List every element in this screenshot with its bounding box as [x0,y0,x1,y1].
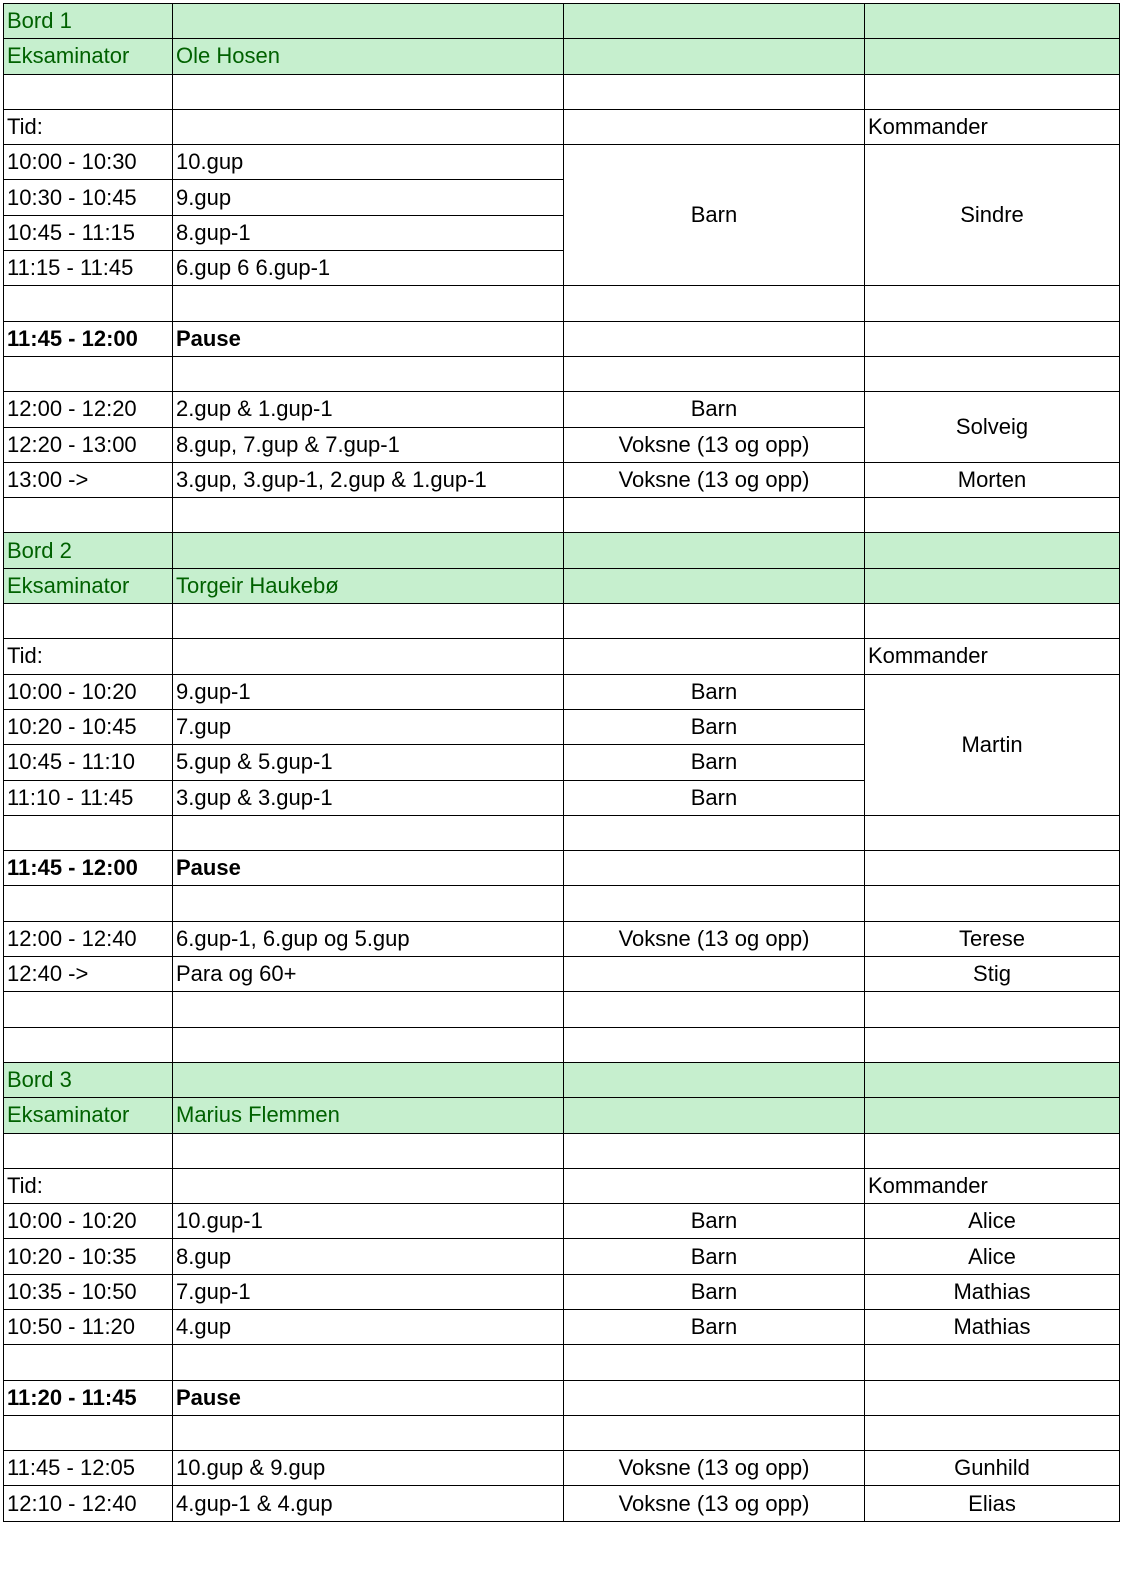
gup-cell[interactable]: 4.gup [173,1309,564,1344]
time-cell[interactable]: 12:00 - 12:20 [4,392,173,427]
empty-row [4,286,1120,321]
category-cell[interactable]: Barn [564,674,865,709]
examiner-name[interactable]: Torgeir Haukebø [173,568,564,603]
time-cell[interactable]: 10:20 - 10:45 [4,709,173,744]
time-cell[interactable]: 11:15 - 11:45 [4,251,173,286]
gup-cell[interactable]: 10.gup & 9.gup [173,1451,564,1486]
kommander-cell[interactable]: Martin [865,674,1120,815]
gup-cell[interactable]: 9.gup [173,180,564,215]
kommander-cell[interactable]: Elias [865,1486,1120,1521]
time-cell[interactable]: 12:20 - 13:00 [4,427,173,462]
cell[interactable] [173,498,564,533]
cell[interactable] [865,39,1120,74]
column-header-row [4,1168,1120,1203]
cell[interactable] [564,1380,865,1415]
cell[interactable] [865,1133,1120,1168]
kommander-cell[interactable]: Solveig [865,392,1120,463]
cell[interactable] [865,1098,1120,1133]
time-cell[interactable]: 12:00 - 12:40 [4,921,173,956]
kommander-cell[interactable]: Gunhild [865,1451,1120,1486]
pause-time[interactable]: 11:45 - 12:00 [4,321,173,356]
table-row [4,1451,1120,1486]
cell[interactable] [564,568,865,603]
empty-row [4,604,1120,639]
column-header-row [4,639,1120,674]
time-cell[interactable]: 10:35 - 10:50 [4,1274,173,1309]
pause-label[interactable]: Pause [173,851,564,886]
pause-label[interactable]: Pause [173,321,564,356]
cell[interactable] [564,74,865,109]
gup-cell[interactable]: 2.gup & 1.gup-1 [173,392,564,427]
kommander-cell[interactable]: Stig [865,957,1120,992]
kommander-cell[interactable]: Alice [865,1204,1120,1239]
gup-cell[interactable]: 10.gup-1 [173,1204,564,1239]
cell[interactable] [865,604,1120,639]
cell[interactable] [173,1027,564,1062]
kommander-cell[interactable]: Mathias [865,1309,1120,1344]
cell[interactable] [173,992,564,1027]
time-cell[interactable]: 10:00 - 10:30 [4,145,173,180]
board-2-examiner-row [4,568,1120,603]
gup-cell[interactable]: 9.gup-1 [173,674,564,709]
cell[interactable] [564,1027,865,1062]
cell[interactable] [865,886,1120,921]
cell[interactable] [4,356,173,391]
board-3-header-row [4,1062,1120,1097]
gup-cell[interactable]: 7.gup-1 [173,1274,564,1309]
gup-cell[interactable]: 6.gup-1, 6.gup og 5.gup [173,921,564,956]
cell[interactable] [564,1098,865,1133]
gup-cell[interactable]: 3.gup & 3.gup-1 [173,780,564,815]
cell[interactable] [173,4,564,39]
time-cell[interactable]: 11:10 - 11:45 [4,780,173,815]
category-cell[interactable]: Voksne (13 og opp) [564,921,865,956]
kommander-cell[interactable]: Mathias [865,1274,1120,1309]
examiner-label[interactable]: Eksaminator [4,39,173,74]
cell[interactable] [865,1027,1120,1062]
table-row [4,957,1120,992]
time-cell[interactable]: 10:50 - 11:20 [4,1309,173,1344]
cell[interactable] [564,498,865,533]
cell[interactable] [865,498,1120,533]
cell[interactable] [173,604,564,639]
category-cell[interactable]: Barn [564,145,865,286]
gup-cell[interactable]: 6.gup 6 6.gup-1 [173,251,564,286]
cell[interactable] [173,109,564,144]
cell[interactable] [564,1345,865,1380]
cell[interactable] [173,639,564,674]
table-row [4,145,1120,180]
gup-cell[interactable]: 4.gup-1 & 4.gup [173,1486,564,1521]
empty-row [4,356,1120,391]
examiner-label[interactable]: Eksaminator [4,1098,173,1133]
category-cell[interactable]: Barn [564,392,865,427]
board-3-examiner-row [4,1098,1120,1133]
cell[interactable] [4,1415,173,1450]
cell[interactable] [564,1415,865,1450]
category-cell[interactable]: Barn [564,1239,865,1274]
cell[interactable] [173,886,564,921]
cell[interactable] [4,886,173,921]
time-cell[interactable]: 10:20 - 10:35 [4,1239,173,1274]
cell[interactable] [865,4,1120,39]
cell[interactable] [865,533,1120,568]
time-cell[interactable]: 10:45 - 11:10 [4,745,173,780]
table-row [4,921,1120,956]
gup-cell[interactable]: 8.gup-1 [173,215,564,250]
pause-row [4,1380,1120,1415]
gup-cell[interactable]: 8.gup, 7.gup & 7.gup-1 [173,427,564,462]
pause-row [4,851,1120,886]
board-1-examiner-row [4,39,1120,74]
cell[interactable] [564,109,865,144]
tid-label[interactable]: Tid: [4,109,173,144]
cell[interactable] [4,604,173,639]
cell[interactable] [564,886,865,921]
board-3-title[interactable]: Bord 3 [4,1062,173,1097]
cell[interactable] [173,356,564,391]
examiner-name[interactable]: Marius Flemmen [173,1098,564,1133]
cell[interactable] [865,286,1120,321]
gup-cell[interactable]: 10.gup [173,145,564,180]
cell[interactable] [173,1415,564,1450]
cell[interactable] [564,321,865,356]
cell[interactable] [173,1062,564,1097]
board-1-header-row [4,4,1120,39]
gup-cell[interactable]: Para og 60+ [173,957,564,992]
time-cell[interactable]: 12:10 - 12:40 [4,1486,173,1521]
cell[interactable] [865,851,1120,886]
table-row [4,1239,1120,1274]
kommander-cell[interactable]: Terese [865,921,1120,956]
cell[interactable] [564,286,865,321]
time-cell[interactable]: 10:45 - 11:15 [4,215,173,250]
cell[interactable] [4,815,173,850]
category-cell[interactable]: Voksne (13 og opp) [564,1451,865,1486]
category-cell[interactable]: Barn [564,709,865,744]
category-cell[interactable]: Voksne (13 og opp) [564,427,865,462]
cell[interactable] [865,321,1120,356]
cell[interactable] [564,4,865,39]
tid-label[interactable]: Tid: [4,639,173,674]
kommander-label[interactable]: Kommander [865,639,1120,674]
empty-row [4,886,1120,921]
gup-cell[interactable]: 7.gup [173,709,564,744]
cell[interactable] [173,1345,564,1380]
table-row [4,1204,1120,1239]
pause-time[interactable]: 11:20 - 11:45 [4,1380,173,1415]
cell[interactable] [564,1168,865,1203]
empty-row [4,1133,1120,1168]
category-cell[interactable]: Barn [564,1309,865,1344]
table-row [4,392,1120,427]
cell[interactable] [564,1133,865,1168]
table-row [4,1309,1120,1344]
time-cell[interactable]: 12:40 -> [4,957,173,992]
schedule-table [3,3,1120,1522]
pause-row [4,321,1120,356]
empty-row [4,1415,1120,1450]
category-cell[interactable]: Barn [564,1204,865,1239]
empty-row [4,1027,1120,1062]
category-cell[interactable]: Voksne (13 og opp) [564,462,865,497]
cell[interactable] [865,1380,1120,1415]
board-2-header-row [4,533,1120,568]
empty-row [4,74,1120,109]
cell[interactable] [4,992,173,1027]
gup-cell[interactable]: 8.gup [173,1239,564,1274]
kommander-cell[interactable]: Sindre [865,145,1120,286]
cell[interactable] [564,533,865,568]
cell[interactable] [564,1062,865,1097]
empty-row [4,992,1120,1027]
cell[interactable] [865,1062,1120,1097]
kommander-cell[interactable]: Alice [865,1239,1120,1274]
cell[interactable] [564,39,865,74]
category-cell[interactable]: Voksne (13 og opp) [564,1486,865,1521]
cell[interactable] [173,1168,564,1203]
cell[interactable] [865,815,1120,850]
table-row [4,1486,1120,1521]
cell[interactable] [865,992,1120,1027]
column-header-row [4,109,1120,144]
cell[interactable] [564,992,865,1027]
cell[interactable] [173,533,564,568]
cell[interactable] [173,286,564,321]
pause-time[interactable]: 11:45 - 12:00 [4,851,173,886]
cell[interactable] [865,1415,1120,1450]
time-cell[interactable]: 10:30 - 10:45 [4,180,173,215]
cell[interactable] [865,74,1120,109]
cell[interactable] [4,1345,173,1380]
kommander-cell[interactable]: Morten [865,462,1120,497]
table-row [4,674,1120,709]
cell[interactable] [173,74,564,109]
cell[interactable] [4,1027,173,1062]
category-cell[interactable]: Barn [564,1274,865,1309]
empty-row [4,815,1120,850]
empty-row [4,498,1120,533]
cell[interactable] [173,815,564,850]
cell[interactable] [865,1345,1120,1380]
table-row [4,462,1120,497]
time-cell[interactable]: 13:00 -> [4,462,173,497]
gup-cell[interactable]: 3.gup, 3.gup-1, 2.gup & 1.gup-1 [173,462,564,497]
cell[interactable] [865,356,1120,391]
time-cell[interactable]: 10:00 - 10:20 [4,674,173,709]
board-2-title[interactable]: Bord 2 [4,533,173,568]
cell[interactable] [4,286,173,321]
cell[interactable] [4,74,173,109]
category-cell[interactable] [564,957,865,992]
gup-cell[interactable]: 5.gup & 5.gup-1 [173,745,564,780]
examiner-label[interactable]: Eksaminator [4,568,173,603]
time-cell[interactable]: 10:00 - 10:20 [4,1204,173,1239]
cell[interactable] [865,568,1120,603]
table-row [4,1274,1120,1309]
cell[interactable] [564,851,865,886]
empty-row [4,1345,1120,1380]
category-cell[interactable]: Barn [564,780,865,815]
cell[interactable] [564,604,865,639]
cell[interactable] [564,815,865,850]
cell[interactable] [4,1133,173,1168]
cell[interactable] [4,498,173,533]
tid-label[interactable]: Tid: [4,1168,173,1203]
board-1-title[interactable]: Bord 1 [4,4,173,39]
time-cell[interactable]: 11:45 - 12:05 [4,1451,173,1486]
cell[interactable] [173,1133,564,1168]
cell[interactable] [564,356,865,391]
cell[interactable] [564,639,865,674]
kommander-label[interactable]: Kommander [865,1168,1120,1203]
examiner-name[interactable]: Ole Hosen [173,39,564,74]
pause-label[interactable]: Pause [173,1380,564,1415]
category-cell[interactable]: Barn [564,745,865,780]
kommander-label[interactable]: Kommander [865,109,1120,144]
